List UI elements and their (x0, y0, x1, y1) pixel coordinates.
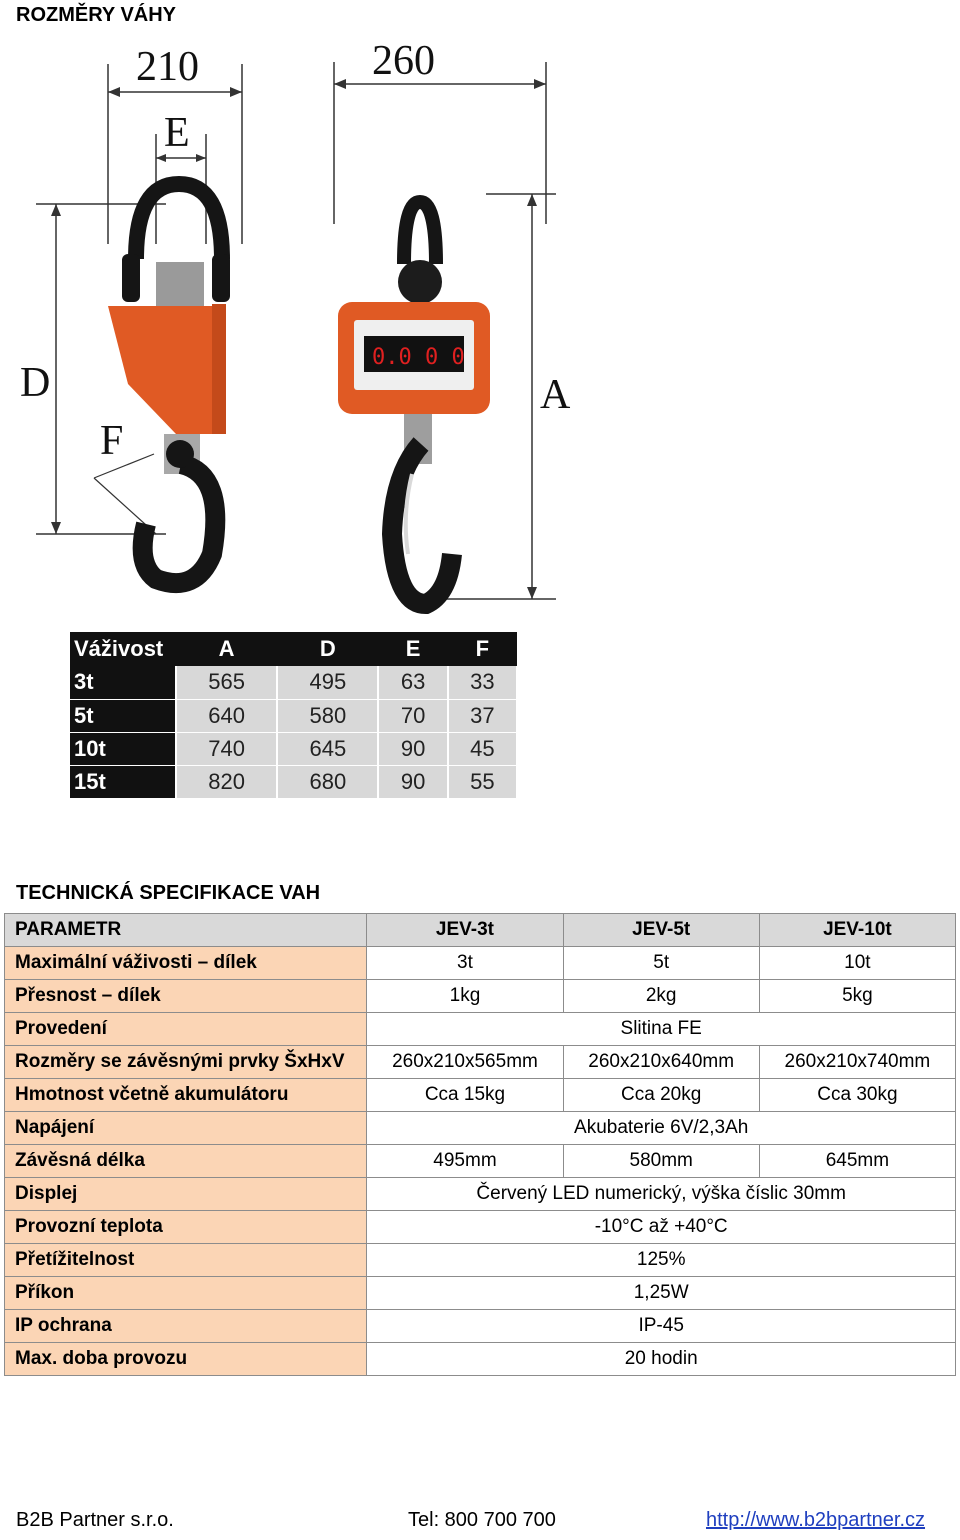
table-cell: 640 (176, 699, 277, 732)
table-row (5, 1277, 956, 1310)
spec-label: Displej (5, 1178, 367, 1211)
spec-label: Rozměry se závěsnými prvky ŠxHxV (5, 1046, 367, 1079)
spec-label: Provedení (5, 1013, 367, 1046)
footer-website-link[interactable]: http://www.b2bpartner.cz (706, 1509, 926, 1531)
table-cell: 90 (378, 765, 447, 798)
spec-header-jev3t: JEV-3t (367, 914, 563, 947)
table-cell: 3t (70, 666, 176, 699)
spec-label: Přetížitelnost (5, 1244, 367, 1277)
side-view-scale (108, 184, 230, 583)
table-cell: 565 (176, 666, 277, 699)
dim-label-e: E (164, 110, 190, 156)
spec-value: 260x210x640mm (563, 1046, 759, 1079)
spec-label: Provozní teplota (5, 1211, 367, 1244)
table-row (70, 699, 517, 732)
crane-scale-drawing (16, 34, 576, 634)
spec-label: Závěsná délka (5, 1145, 367, 1178)
table-cell: 10t (70, 732, 176, 765)
spec-value: Cca 15kg (367, 1079, 563, 1112)
spec-value: -10°C až +40°C (367, 1211, 956, 1244)
table-row (5, 1343, 956, 1376)
spec-value: 3t (367, 947, 563, 980)
spec-label: Příkon (5, 1277, 367, 1310)
spec-value: Cca 20kg (563, 1079, 759, 1112)
table-cell: 55 (448, 765, 517, 798)
footer-company: B2B Partner s.r.o. (16, 1509, 174, 1531)
table-row (5, 1046, 956, 1079)
table-row (5, 1244, 956, 1277)
dimensions-header-capacity: Váživost (70, 632, 176, 666)
spec-value: 2kg (563, 980, 759, 1013)
spec-value: 10t (759, 947, 955, 980)
spec-label: Hmotnost včetně akumulátoru (5, 1079, 367, 1112)
spec-value: 495mm (367, 1145, 563, 1178)
spec-label: Maximální váživosti – dílek (5, 947, 367, 980)
spec-label: Max. doba provozu (5, 1343, 367, 1376)
table-row (70, 765, 517, 798)
section-title-specification: TECHNICKÁ SPECIFIKACE VAH (16, 882, 321, 904)
table-row (5, 1178, 956, 1211)
spec-label: Napájení (5, 1112, 367, 1145)
table-cell: 5t (70, 699, 176, 732)
table-cell: 495 (277, 666, 378, 699)
dimensions-header-d: D (277, 632, 378, 666)
table-cell: 70 (378, 699, 447, 732)
table-row (5, 1013, 956, 1046)
spec-label: IP ochrana (5, 1310, 367, 1343)
table-row (5, 1211, 956, 1244)
spec-value: 580mm (563, 1145, 759, 1178)
spec-value: Akubaterie 6V/2,3Ah (367, 1112, 956, 1145)
spec-value: Slitina FE (367, 1013, 956, 1046)
dimensions-header-e: E (378, 632, 447, 666)
table-cell: 680 (277, 765, 378, 798)
spec-value: 1kg (367, 980, 563, 1013)
front-view-scale (338, 202, 490, 604)
table-row (5, 1079, 956, 1112)
spec-value: 1,25W (367, 1277, 956, 1310)
table-row (5, 1145, 956, 1178)
led-display-digits: 0.0 0 0 (372, 345, 465, 370)
spec-header-row (5, 914, 956, 947)
table-cell: 580 (277, 699, 378, 732)
dim-label-a: A (540, 372, 571, 418)
table-cell: 37 (448, 699, 517, 732)
spec-value: Červený LED numerický, výška číslic 30mm (367, 1178, 956, 1211)
table-row (5, 980, 956, 1013)
spec-header-parameter: PARAMETR (5, 914, 367, 947)
table-cell: 63 (378, 666, 447, 699)
dim-label-f: F (100, 418, 124, 464)
spec-value: 5t (563, 947, 759, 980)
table-row (70, 732, 517, 765)
section-title-dimensions: ROZMĚRY VÁHY (16, 4, 177, 26)
table-row (5, 1112, 956, 1145)
table-cell: 90 (378, 732, 447, 765)
table-cell: 45 (448, 732, 517, 765)
table-row (5, 947, 956, 980)
dim-label-210: 210 (136, 44, 199, 90)
table-row (70, 666, 517, 699)
spec-value: 5kg (759, 980, 955, 1013)
scale-dimensions-figure (16, 34, 576, 800)
table-cell: 820 (176, 765, 277, 798)
spec-value: 260x210x565mm (367, 1046, 563, 1079)
spec-label: Přesnost – dílek (5, 980, 367, 1013)
spec-header-jev5t: JEV-5t (563, 914, 759, 947)
page-footer (0, 1509, 960, 1537)
spec-value: 20 hodin (367, 1343, 956, 1376)
specification-table (4, 913, 956, 1376)
footer-phone: Tel: 800 700 700 (408, 1509, 556, 1531)
spec-value: 125% (367, 1244, 956, 1277)
dim-label-d: D (20, 360, 51, 406)
dimensions-header-f: F (448, 632, 517, 666)
table-cell: 645 (277, 732, 378, 765)
table-cell: 15t (70, 765, 176, 798)
dimensions-header-row (70, 632, 517, 666)
table-cell: 33 (448, 666, 517, 699)
spec-value: 260x210x740mm (759, 1046, 955, 1079)
dim-label-260: 260 (372, 38, 435, 84)
table-row (5, 1310, 956, 1343)
dimensions-header-a: A (176, 632, 277, 666)
spec-value: Cca 30kg (759, 1079, 955, 1112)
table-cell: 740 (176, 732, 277, 765)
spec-value: 645mm (759, 1145, 955, 1178)
spec-header-jev10t: JEV-10t (759, 914, 955, 947)
dimensions-table (70, 632, 518, 799)
spec-value: IP-45 (367, 1310, 956, 1343)
